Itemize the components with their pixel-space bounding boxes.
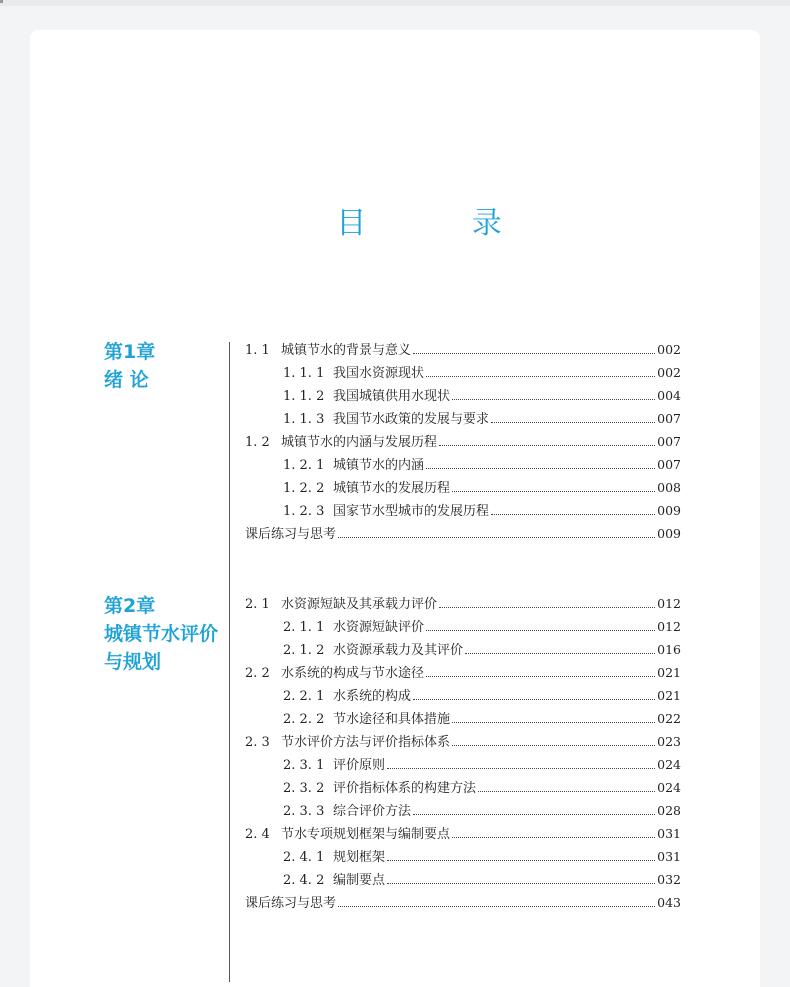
section-title: 水资源短缺及其承载力评价 — [281, 597, 438, 612]
toc-entry[interactable] — [245, 338, 681, 361]
toc-entry[interactable] — [283, 384, 681, 407]
leader-dots — [387, 883, 655, 884]
section-title: 我国节水政策的发展与要求 — [333, 412, 490, 427]
page-number: 032 — [657, 872, 681, 887]
toc-entry[interactable] — [283, 684, 681, 707]
section-title: 课后练习与思考 — [245, 896, 337, 911]
section-title: 城镇节水的内涵与发展历程 — [281, 435, 438, 450]
toc-entry[interactable] — [283, 638, 681, 661]
section-number: 1. 1. 1 — [283, 366, 325, 381]
chapter-1-label: 第1章 — [104, 341, 156, 363]
section-title: 我国水资源现状 — [333, 366, 425, 381]
toc-title: 目 录 — [336, 206, 550, 241]
page-number: 012 — [657, 619, 681, 634]
toc-entry[interactable] — [283, 799, 681, 822]
chapter-1-heading — [104, 338, 229, 394]
section-number: 1. 1. 3 — [283, 412, 325, 427]
page-number: 007 — [657, 411, 681, 426]
chapter-1-name: 绪 论 — [104, 369, 149, 391]
page-number: 022 — [657, 711, 681, 726]
section-number: 2. 4. 1 — [283, 850, 325, 865]
section-title: 水资源短缺评价 — [333, 620, 425, 635]
leader-dots — [413, 353, 655, 354]
chapter-2-label: 第2章 — [104, 595, 156, 617]
page-number: 008 — [657, 480, 681, 495]
leader-dots — [338, 537, 655, 538]
page-number: 004 — [657, 388, 681, 403]
section-title: 水系统的构成与节水途径 — [281, 666, 425, 681]
divider-line — [229, 342, 230, 982]
leader-dots — [452, 745, 655, 746]
leader-dots — [413, 814, 655, 815]
leader-dots — [439, 445, 655, 446]
leader-dots — [426, 676, 655, 677]
top-edge — [0, 0, 790, 6]
page-number: 024 — [657, 757, 681, 772]
toc-entry[interactable] — [283, 845, 681, 868]
toc-entry[interactable] — [283, 615, 681, 638]
section-title: 城镇节水的发展历程 — [333, 481, 451, 496]
section-number: 2. 1. 2 — [283, 643, 325, 658]
page-number: 024 — [657, 780, 681, 795]
toc-entry-exercises[interactable] — [245, 522, 681, 545]
leader-dots — [426, 468, 655, 469]
section-title: 水系统的构成 — [333, 689, 412, 704]
page-number: 009 — [657, 503, 681, 518]
toc-entry[interactable] — [283, 361, 681, 384]
section-number: 2. 3. 2 — [283, 781, 325, 796]
section-number: 2. 4. 2 — [283, 873, 325, 888]
toc-entry[interactable] — [245, 592, 681, 615]
toc-entry[interactable] — [283, 407, 681, 430]
section-title: 节水途径和具体措施 — [333, 712, 451, 727]
page-number: 002 — [657, 342, 681, 357]
page-number: 021 — [657, 688, 681, 703]
section-number: 2. 2 — [245, 666, 270, 681]
leader-dots — [491, 514, 655, 515]
leader-dots — [426, 376, 655, 377]
section-number: 2. 4 — [245, 827, 270, 842]
section-number: 2. 3. 3 — [283, 804, 325, 819]
toc-entry[interactable] — [245, 730, 681, 753]
page-number: 023 — [657, 734, 681, 749]
page-number: 009 — [657, 526, 681, 541]
page-number: 031 — [657, 849, 681, 864]
section-number: 2. 1. 1 — [283, 620, 325, 635]
page-number: 021 — [657, 665, 681, 680]
section-title: 编制要点 — [333, 873, 386, 888]
section-title: 课后练习与思考 — [245, 527, 337, 542]
section-title: 规划框架 — [333, 850, 386, 865]
page-number: 007 — [657, 434, 681, 449]
section-title: 国家节水型城市的发展历程 — [333, 504, 490, 519]
page-number: 012 — [657, 596, 681, 611]
toc-entry[interactable] — [283, 499, 681, 522]
section-title: 评价指标体系的构建方法 — [333, 781, 477, 796]
leader-dots — [426, 630, 655, 631]
leader-dots — [452, 399, 655, 400]
toc-entry[interactable] — [245, 661, 681, 684]
page-number: 016 — [657, 642, 681, 657]
chapter-2-name-line1: 城镇节水评价 — [104, 623, 219, 645]
toc-entry[interactable] — [245, 430, 681, 453]
page-number: 028 — [657, 803, 681, 818]
toc-entry[interactable] — [283, 753, 681, 776]
section-title: 综合评价方法 — [333, 804, 412, 819]
section-number: 1. 1 — [245, 343, 270, 358]
page-number: 007 — [657, 457, 681, 472]
section-title: 节水评价方法与评价指标体系 — [281, 735, 451, 750]
section-title: 城镇节水的背景与意义 — [281, 343, 412, 358]
leader-dots — [338, 906, 655, 907]
toc-entry[interactable] — [283, 776, 681, 799]
page-number: 043 — [657, 895, 681, 910]
leader-dots — [491, 422, 655, 423]
toc-entry[interactable] — [283, 707, 681, 730]
toc-entry-exercises[interactable] — [245, 891, 681, 914]
toc-entry[interactable] — [283, 453, 681, 476]
toc-entry[interactable] — [283, 476, 681, 499]
leader-dots — [387, 860, 655, 861]
leader-dots — [452, 722, 655, 723]
chapter-2-name-line2: 与规划 — [104, 651, 162, 673]
section-number: 1. 2. 3 — [283, 504, 325, 519]
page-number: 002 — [657, 365, 681, 380]
section-number: 2. 3 — [245, 735, 270, 750]
section-number: 1. 2 — [245, 435, 270, 450]
leader-dots — [452, 837, 655, 838]
section-title: 节水专项规划框架与编制要点 — [281, 827, 451, 842]
toc-entry[interactable] — [283, 868, 681, 891]
section-number: 2. 2. 2 — [283, 712, 325, 727]
section-title: 我国城镇供用水现状 — [333, 389, 451, 404]
leader-dots — [478, 791, 655, 792]
page-number: 031 — [657, 826, 681, 841]
section-title: 评价原则 — [333, 758, 386, 773]
toc-entry[interactable] — [245, 822, 681, 845]
leader-dots — [439, 607, 655, 608]
section-title: 水资源承载力及其评价 — [333, 643, 464, 658]
leader-dots — [413, 699, 655, 700]
section-number: 1. 1. 2 — [283, 389, 325, 404]
leader-dots — [465, 653, 655, 654]
section-number: 2. 1 — [245, 597, 270, 612]
section-number: 2. 3. 1 — [283, 758, 325, 773]
leader-dots — [452, 491, 655, 492]
section-number: 1. 2. 1 — [283, 458, 325, 473]
section-number: 1. 2. 2 — [283, 481, 325, 496]
leader-dots — [387, 768, 655, 769]
section-title: 城镇节水的内涵 — [333, 458, 425, 473]
section-number: 2. 2. 1 — [283, 689, 325, 704]
chapter-2-heading — [104, 592, 229, 676]
